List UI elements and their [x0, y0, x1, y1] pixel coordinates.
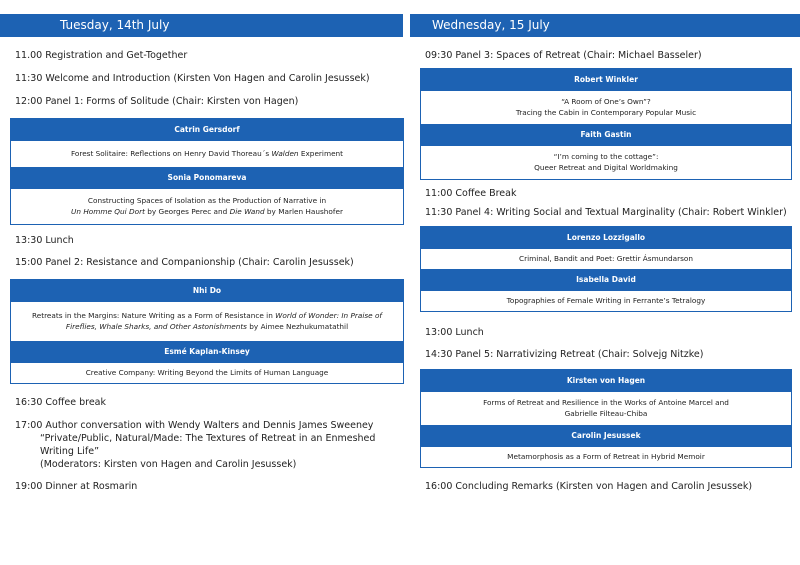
speaker-name: Robert Winkler: [421, 69, 791, 91]
panel4-box: [420, 226, 792, 312]
schedule-item-panel4: 11:30 Panel 4: Writing Social and Textual Marginality (Chair: Robert Winkler): [425, 207, 787, 218]
schedule-item-welcome: 11:30 Welcome and Introduction (Kirsten Von Hagen and Carolin Jesussek): [15, 73, 370, 84]
talk-title-text: by Georges Perec and: [144, 206, 230, 216]
wednesday-schedule: [420, 44, 792, 493]
day-header-wednesday: Wednesday, 15 July: [410, 14, 800, 37]
talk-title: [11, 302, 403, 341]
schedule-item-lunch: 13:00 Lunch: [425, 327, 484, 338]
tuesday-schedule: [10, 44, 404, 493]
panel5-box: [420, 369, 792, 468]
speaker-name: Faith Gastin: [421, 124, 791, 146]
talk-title: [11, 141, 403, 167]
talk-title-text: Forms of Retreat and Resilience in the Works of Antoine Marcel and: [483, 398, 729, 407]
talk-title-text: “I’m coming to the cottage”:: [553, 152, 659, 161]
schedule-item-panel5: 14:30 Panel 5: Narrativizing Retreat (Chair: Solvejg Nitzke): [425, 349, 704, 360]
author-conversation-moderators: (Moderators: Kirsten von Hagen and Carolin Jesussek): [40, 459, 297, 470]
talk-title: [11, 189, 403, 224]
schedule-item-author-conversation: [15, 419, 404, 471]
schedule-item-coffee: 11:00 Coffee Break: [425, 188, 517, 199]
speaker-name: Catrin Gersdorf: [11, 119, 403, 141]
talk-title-text: by Marlen Haushofer: [264, 206, 343, 216]
author-conversation-time: 17:00 Author conversation with Wendy Walters and Dennis James Sweeney: [15, 420, 374, 431]
speaker-name: Carolin Jesussek: [421, 425, 791, 447]
talk-title-work: Die Wand: [229, 206, 265, 216]
schedule-item-concluding: 16:00 Concluding Remarks (Kirsten von Hagen and Carolin Jesussek): [425, 481, 753, 492]
talk-title: [421, 91, 791, 124]
speaker-name: Lorenzo Lozzigallo: [421, 227, 791, 249]
talk-title: Criminal, Bandit and Poet: Grettir Ásmundarson: [421, 249, 791, 269]
schedule-item-panel3: 09:30 Panel 3: Spaces of Retreat (Chair: Michael Basseler): [425, 50, 702, 61]
schedule-item-lunch: 13:30 Lunch: [15, 235, 74, 246]
schedule-item-panel2: 15:00 Panel 2: Resistance and Companionship (Chair: Carolin Jesussek): [15, 257, 354, 268]
talk-title-text: “A Room of One’s Own”?: [561, 97, 651, 106]
speaker-name: Kirsten von Hagen: [421, 370, 791, 392]
speaker-name: Esmé Kaplan-Kinsey: [11, 341, 403, 363]
talk-title: [421, 146, 791, 179]
schedule-item-registration: 11.00 Registration and Get-Together: [15, 50, 188, 61]
talk-title-text: Queer Retreat and Digital Worldmaking: [534, 162, 678, 172]
schedule-item-panel1: 12:00 Panel 1: Forms of Solitude (Chair: Kirsten von Hagen): [15, 96, 299, 107]
schedule-item-dinner: 19:00 Dinner at Rosmarin: [15, 481, 138, 492]
talk-title-text: Tracing the Cabin in Contemporary Popular Music: [515, 107, 697, 117]
talk-title-work: Un Homme Qui Dort: [71, 206, 145, 216]
speaker-name: Sonia Ponomareva: [11, 167, 403, 189]
speaker-name: Nhi Do: [11, 280, 403, 302]
talk-title-text: Experiment: [298, 148, 344, 158]
speaker-name: Isabella David: [421, 269, 791, 291]
day-header-tuesday: Tuesday, 14th July: [0, 14, 403, 37]
talk-title-work: Walden: [271, 148, 299, 158]
panel3-box: [420, 68, 792, 180]
talk-title-text: Constructing Spaces of Isolation as the Production of Narrative in: [87, 196, 327, 205]
talk-title-text: Forest Solitaire: Reflections on Henry David Thoreau´s: [70, 148, 272, 158]
talk-title: Metamorphosis as a Form of Retreat in Hybrid Memoir: [421, 447, 791, 467]
talk-title-text: Retreats in the Margins: Nature Writing as a Form of Resistance in: [32, 311, 276, 320]
talk-title-text: by Aimee Nezhukumatathil: [246, 321, 349, 331]
talk-title: Topographies of Female Writing in Ferrante’s Tetralogy: [421, 291, 791, 311]
talk-title: [421, 392, 791, 425]
talk-title-text: Gabrielle Filteau-Chiba: [564, 408, 648, 418]
talk-title: Creative Company: Writing Beyond the Limits of Human Language: [11, 363, 403, 383]
talk-title-work: World of Wonder: In Praise of Fireflies, Whale Sharks, and Other Astonishments: [65, 311, 382, 331]
schedule-item-coffee: 16:30 Coffee break: [15, 397, 106, 408]
panel1-box: [10, 118, 404, 225]
author-conversation-title: “Private/Public, Natural/Made: The Textures of Retreat in an Enmeshed Writing Life”: [40, 433, 376, 457]
panel2-box: [10, 279, 404, 384]
